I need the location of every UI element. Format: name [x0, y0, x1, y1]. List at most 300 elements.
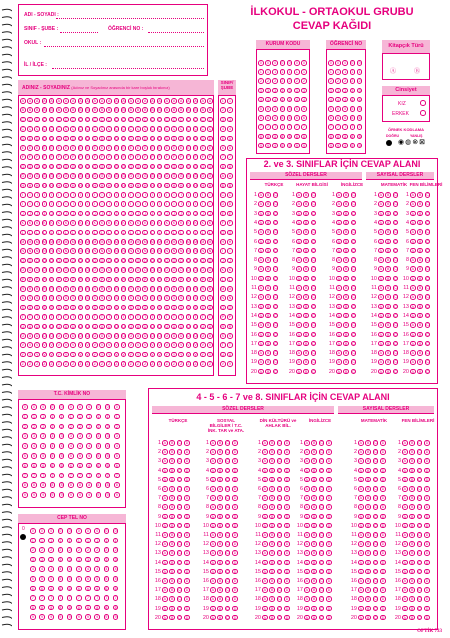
answer-bubble[interactable]: B [171, 514, 174, 519]
class-bubble[interactable]: P [221, 315, 224, 320]
name-letter-bubble[interactable]: Ğ [21, 174, 25, 179]
id-digit-bubble[interactable]: 2 [42, 424, 45, 429]
name-letter-bubble[interactable]: İ [63, 201, 69, 207]
name-letter-bubble[interactable]: V [100, 343, 104, 348]
answer-bubble[interactable]: B [267, 220, 270, 225]
answer-bubble[interactable]: A [379, 276, 382, 281]
answer-bubble[interactable]: B [271, 514, 274, 519]
answer-bubble[interactable]: C [320, 441, 323, 445]
answer-bubble[interactable]: C [278, 459, 281, 464]
id-digit-bubble[interactable]: 9 [88, 493, 91, 498]
name-letter-bubble[interactable]: I [178, 192, 184, 198]
name-letter-bubble[interactable]: Y [28, 352, 32, 357]
name-letter-bubble[interactable]: Ö [21, 268, 25, 273]
name-letter-bubble[interactable]: Ç [201, 127, 205, 132]
name-letter-bubble[interactable]: C [86, 117, 89, 122]
answer-bubble[interactable]: B [367, 514, 370, 519]
answer-bubble[interactable]: C [394, 220, 397, 225]
name-letter-bubble[interactable]: I [164, 192, 170, 198]
name-letter-bubble[interactable]: Y [86, 352, 89, 357]
answer-bubble[interactable]: C [352, 369, 355, 374]
name-letter-bubble[interactable]: K [86, 221, 89, 226]
name-letter-bubble[interactable]: Ü [115, 334, 118, 338]
name-letter-bubble[interactable]: S [180, 296, 183, 301]
name-letter-bubble[interactable]: C [21, 117, 25, 122]
phone-digit-bubble[interactable]: 1 [114, 538, 117, 543]
name-letter-bubble[interactable]: F [36, 155, 39, 160]
institution-digit-bubble[interactable]: 6 [281, 116, 284, 121]
answer-bubble[interactable]: D [327, 615, 331, 620]
name-letter-bubble[interactable]: Z [108, 362, 111, 367]
answer-bubble[interactable]: A [163, 468, 166, 473]
name-letter-bubble[interactable]: G [35, 164, 39, 169]
name-letter-bubble[interactable]: U [64, 324, 68, 329]
name-letter-bubble[interactable]: L [137, 230, 139, 235]
answer-bubble[interactable]: B [305, 360, 308, 365]
name-letter-bubble[interactable]: İ [114, 201, 120, 207]
answer-bubble[interactable]: B [313, 560, 316, 565]
name-letter-bubble[interactable]: S [122, 296, 125, 301]
name-letter-bubble[interactable]: N [172, 249, 176, 254]
answer-bubble[interactable]: B [171, 468, 174, 473]
name-letter-bubble[interactable]: C [143, 117, 147, 122]
name-letter-bubble[interactable]: J [108, 211, 111, 216]
answer-bubble[interactable]: C [352, 313, 355, 318]
answer-bubble[interactable]: B [367, 505, 370, 510]
class-bubble[interactable]: R [221, 324, 225, 329]
answer-bubble[interactable]: D [425, 533, 429, 537]
name-letter-bubble[interactable]: C [100, 117, 104, 122]
answer-bubble[interactable]: C [418, 560, 421, 565]
answer-bubble[interactable]: D [185, 459, 189, 464]
answer-bubble[interactable]: A [359, 523, 362, 528]
answer-bubble[interactable]: C [352, 230, 355, 235]
institution-digit-bubble[interactable]: 4 [288, 97, 291, 102]
phone-digit-bubble[interactable]: 0 [114, 529, 117, 533]
id-digit-bubble[interactable]: 8 [42, 483, 45, 488]
name-letter-bubble[interactable]: Ç [50, 127, 53, 132]
class-bubble[interactable]: I [227, 248, 233, 254]
answer-bubble[interactable]: B [419, 360, 422, 365]
name-letter-bubble[interactable]: G [71, 164, 75, 169]
answer-bubble[interactable]: C [352, 193, 355, 197]
answer-bubble[interactable]: C [352, 258, 355, 263]
answer-bubble[interactable]: A [411, 276, 414, 281]
name-letter-bubble[interactable]: S [201, 296, 204, 301]
answer-bubble[interactable]: B [171, 496, 174, 501]
name-letter-bubble[interactable]: Ç [143, 127, 147, 132]
answer-bubble[interactable]: A [211, 569, 214, 574]
answer-bubble[interactable]: D [425, 523, 429, 528]
institution-digit-bubble[interactable]: 3 [295, 88, 298, 93]
name-letter-bubble[interactable]: Y [151, 352, 154, 357]
name-letter-bubble[interactable]: Ö [79, 268, 82, 273]
answer-bubble[interactable]: A [163, 487, 166, 491]
name-letter-bubble[interactable]: C [107, 117, 111, 122]
answer-bubble[interactable]: B [305, 230, 308, 235]
answer-bubble[interactable]: A [259, 258, 262, 263]
name-letter-bubble[interactable]: Ö [172, 268, 176, 273]
answer-bubble[interactable]: A [337, 276, 340, 281]
answer-bubble[interactable]: B [219, 487, 222, 491]
answer-bubble[interactable]: A [359, 441, 362, 445]
name-letter-bubble[interactable]: Ç [35, 127, 39, 132]
name-letter-bubble[interactable]: N [143, 249, 147, 254]
name-letter-bubble[interactable]: J [86, 211, 89, 216]
answer-bubble[interactable]: A [403, 477, 406, 482]
name-letter-bubble[interactable]: Ğ [79, 174, 82, 179]
answer-bubble[interactable]: D [185, 450, 189, 455]
name-letter-bubble[interactable]: Y [122, 352, 125, 357]
name-letter-bubble[interactable]: Ç [179, 127, 183, 132]
answer-bubble[interactable]: B [171, 533, 174, 537]
answer-bubble[interactable]: B [271, 496, 274, 501]
name-letter-bubble[interactable]: L [144, 230, 147, 235]
name-letter-bubble[interactable]: G [187, 164, 190, 169]
answer-bubble[interactable]: D [185, 487, 189, 491]
answer-bubble[interactable]: C [178, 569, 181, 574]
answer-bubble[interactable]: D [327, 606, 331, 611]
answer-bubble[interactable]: C [374, 514, 377, 519]
name-letter-bubble[interactable]: O [136, 258, 140, 263]
answer-bubble[interactable]: A [359, 606, 362, 611]
class-bubble[interactable]: 5 [229, 136, 231, 141]
name-letter-bubble[interactable]: H [50, 183, 53, 188]
answer-bubble[interactable]: B [367, 459, 370, 464]
phone-digit-bubble[interactable]: 0 [59, 529, 62, 533]
answer-bubble[interactable]: D [327, 579, 331, 583]
name-letter-bubble[interactable]: B [172, 108, 176, 113]
name-letter-bubble[interactable]: N [122, 249, 125, 254]
answer-bubble[interactable]: A [305, 477, 308, 482]
name-letter-bubble[interactable]: Ö [100, 268, 104, 273]
phone-digit-bubble[interactable]: 5 [59, 577, 62, 581]
name-letter-bubble[interactable]: D [158, 136, 161, 141]
name-letter-bubble[interactable]: I [49, 192, 55, 198]
answer-bubble[interactable]: D [233, 441, 237, 445]
class-bubble[interactable]: 1 [221, 99, 224, 103]
name-letter-bubble[interactable]: E [93, 146, 96, 150]
name-letter-bubble[interactable]: T [64, 315, 68, 320]
name-letter-bubble[interactable]: Y [136, 352, 140, 357]
answer-bubble[interactable]: D [425, 588, 429, 593]
name-letter-bubble[interactable]: Y [100, 352, 104, 357]
answer-bubble[interactable]: B [419, 239, 422, 244]
answer-bubble[interactable]: C [426, 230, 429, 235]
answer-bubble[interactable]: C [320, 606, 323, 611]
answer-bubble[interactable]: A [379, 295, 382, 300]
name-letter-bubble[interactable]: H [115, 183, 118, 188]
phone-digit-bubble[interactable]: 6 [68, 586, 71, 591]
name-letter-bubble[interactable]: Z [201, 362, 204, 367]
name-letter-bubble[interactable]: Ç [165, 127, 169, 132]
answer-bubble[interactable]: B [267, 332, 270, 337]
answer-bubble[interactable]: B [411, 459, 414, 464]
name-letter-bubble[interactable]: E [208, 146, 212, 150]
name-letter-bubble[interactable]: Ç [158, 127, 161, 132]
answer-bubble[interactable]: A [259, 239, 262, 244]
name-letter-bubble[interactable]: C [71, 117, 75, 122]
name-letter-bubble[interactable]: H [179, 183, 183, 188]
institution-digit-bubble[interactable]: 3 [274, 88, 277, 93]
name-letter-bubble[interactable]: U [28, 324, 32, 329]
answer-bubble[interactable]: B [411, 588, 414, 593]
name-letter-bubble[interactable]: H [122, 183, 125, 188]
name-letter-bubble[interactable]: D [172, 136, 176, 141]
answer-bubble[interactable]: A [305, 597, 308, 602]
answer-bubble[interactable]: B [271, 615, 274, 620]
answer-bubble[interactable]: C [352, 341, 355, 346]
answer-bubble[interactable]: B [419, 211, 422, 216]
answer-bubble[interactable]: B [367, 450, 370, 455]
answer-bubble[interactable]: C [426, 323, 429, 328]
answer-bubble[interactable]: D [233, 597, 237, 602]
name-letter-bubble[interactable]: G [64, 164, 68, 169]
name-letter-bubble[interactable]: V [21, 343, 24, 348]
name-letter-bubble[interactable]: Ü [71, 334, 75, 338]
answer-bubble[interactable]: A [337, 351, 340, 356]
name-letter-bubble[interactable]: H [143, 183, 147, 188]
name-letter-bubble[interactable]: Ç [194, 127, 197, 132]
name-letter-bubble[interactable]: H [28, 183, 32, 188]
phone-digit-bubble[interactable]: 9 [50, 615, 53, 620]
answer-bubble[interactable]: B [387, 248, 390, 253]
name-letter-bubble[interactable]: V [122, 343, 125, 348]
name-letter-bubble[interactable]: V [93, 343, 96, 348]
name-letter-bubble[interactable]: E [72, 146, 75, 150]
class-bubble[interactable]: K [228, 268, 232, 273]
answer-bubble[interactable]: C [178, 514, 181, 519]
name-letter-bubble[interactable]: F [108, 155, 111, 160]
answer-bubble[interactable]: C [374, 569, 377, 574]
student-no-digit-bubble[interactable]: 3 [351, 88, 354, 93]
student-no-digit-bubble[interactable]: 2 [358, 79, 361, 84]
name-letter-bubble[interactable]: E [43, 146, 46, 150]
answer-bubble[interactable]: D [381, 533, 385, 537]
id-digit-bubble[interactable]: 8 [106, 483, 109, 488]
answer-bubble[interactable]: A [259, 323, 262, 328]
answer-bubble[interactable]: A [305, 523, 308, 528]
name-letter-bubble[interactable]: C [136, 117, 140, 122]
answer-bubble[interactable]: B [267, 193, 270, 197]
answer-bubble[interactable]: A [163, 579, 166, 583]
answer-bubble[interactable]: A [337, 369, 340, 374]
answer-bubble[interactable]: B [313, 505, 316, 510]
name-letter-bubble[interactable]: H [172, 183, 176, 188]
name-letter-bubble[interactable]: S [108, 296, 111, 301]
name-letter-bubble[interactable]: J [65, 211, 67, 216]
name-letter-bubble[interactable]: H [107, 183, 111, 188]
name-letter-bubble[interactable]: Ş [72, 305, 75, 310]
answer-bubble[interactable]: A [163, 441, 166, 445]
answer-bubble[interactable]: A [305, 533, 308, 537]
answer-bubble[interactable]: B [313, 468, 316, 473]
answer-bubble[interactable]: C [320, 487, 323, 491]
name-letter-bubble[interactable]: H [187, 183, 190, 188]
answer-bubble[interactable]: B [219, 615, 222, 620]
name-letter-bubble[interactable]: Y [129, 352, 132, 357]
answer-bubble[interactable]: C [426, 220, 429, 225]
name-letter-bubble[interactable]: Ü [122, 334, 125, 338]
answer-bubble[interactable]: A [263, 533, 266, 537]
id-digit-bubble[interactable]: 7 [60, 473, 63, 478]
answer-bubble[interactable]: B [387, 360, 390, 365]
class-bubble[interactable]: 4 [229, 127, 231, 132]
name-letter-bubble[interactable]: O [179, 258, 183, 263]
name-letter-bubble[interactable]: H [165, 183, 169, 188]
name-letter-bubble[interactable]: U [129, 324, 133, 329]
name-letter-bubble[interactable]: U [115, 324, 118, 329]
name-letter-bubble[interactable]: B [158, 108, 161, 113]
name-letter-bubble[interactable]: Ğ [28, 174, 32, 179]
answer-bubble[interactable]: C [426, 369, 429, 374]
name-letter-bubble[interactable]: D [71, 136, 75, 141]
answer-bubble[interactable]: C [418, 477, 421, 482]
answer-bubble[interactable]: C [226, 496, 229, 501]
institution-digit-bubble[interactable]: 5 [267, 107, 269, 111]
name-letter-bubble[interactable]: P [136, 277, 140, 282]
name-letter-bubble[interactable]: M [86, 240, 90, 244]
name-letter-bubble[interactable]: G [28, 164, 32, 169]
answer-bubble[interactable]: B [171, 560, 174, 565]
id-digit-bubble[interactable]: 8 [69, 483, 72, 488]
answer-bubble[interactable]: C [312, 230, 315, 235]
answer-bubble[interactable]: C [274, 258, 277, 263]
answer-bubble[interactable]: C [394, 258, 397, 263]
answer-bubble[interactable]: B [313, 569, 316, 574]
name-letter-bubble[interactable]: F [64, 155, 68, 160]
phone-digit-bubble[interactable]: 3 [105, 557, 108, 562]
answer-bubble[interactable]: C [426, 248, 429, 253]
answer-bubble[interactable]: B [267, 360, 270, 365]
name-letter-bubble[interactable]: L [36, 230, 39, 235]
id-digit-bubble[interactable]: 6 [42, 463, 45, 468]
answer-bubble[interactable]: B [411, 441, 414, 445]
name-letter-bubble[interactable]: F [100, 155, 104, 160]
name-letter-bubble[interactable]: S [115, 296, 118, 301]
answer-bubble[interactable]: A [379, 258, 382, 263]
id-digit-bubble[interactable]: 5 [88, 454, 91, 458]
answer-bubble[interactable]: B [345, 258, 348, 263]
name-letter-bubble[interactable]: M [194, 240, 198, 244]
name-letter-bubble[interactable]: L [122, 230, 125, 235]
class-bubble[interactable]: L [221, 277, 224, 282]
name-letter-bubble[interactable]: Ç [57, 127, 61, 132]
phone-digit-bubble[interactable]: 6 [87, 586, 89, 591]
answer-bubble[interactable]: B [387, 332, 390, 337]
class-bubble[interactable]: U [228, 352, 232, 357]
phone-digit-bubble[interactable]: 6 [114, 586, 117, 591]
institution-digit-bubble[interactable]: 5 [295, 107, 298, 111]
answer-bubble[interactable]: C [226, 487, 229, 491]
name-letter-bubble[interactable]: D [201, 136, 205, 141]
answer-bubble[interactable]: A [305, 560, 308, 565]
name-letter-bubble[interactable]: Ü [107, 334, 111, 338]
id-digit-bubble[interactable]: 7 [106, 473, 109, 478]
answer-bubble[interactable]: D [327, 551, 331, 556]
answer-bubble[interactable]: C [178, 551, 181, 556]
name-letter-bubble[interactable]: İ [78, 201, 84, 207]
answer-bubble[interactable]: C [312, 360, 315, 365]
name-letter-bubble[interactable]: T [165, 315, 168, 320]
answer-bubble[interactable]: B [411, 579, 414, 583]
answer-bubble[interactable]: A [263, 468, 266, 473]
name-letter-bubble[interactable]: T [21, 315, 24, 320]
answer-bubble[interactable]: C [394, 360, 397, 365]
id-digit-bubble[interactable]: 2 [60, 424, 63, 429]
answer-bubble[interactable]: C [226, 523, 229, 528]
answer-bubble[interactable]: C [178, 477, 181, 482]
name-letter-bubble[interactable]: N [115, 249, 118, 254]
name-letter-bubble[interactable]: D [64, 136, 68, 141]
answer-bubble[interactable]: D [233, 477, 237, 482]
answer-bubble[interactable]: C [426, 211, 429, 216]
answer-bubble[interactable]: A [297, 258, 300, 263]
answer-bubble[interactable]: B [367, 597, 370, 602]
name-letter-bubble[interactable]: O [201, 258, 205, 263]
id-digit-bubble[interactable]: 4 [115, 444, 118, 449]
answer-bubble[interactable]: C [312, 202, 315, 207]
name-letter-bubble[interactable]: D [35, 136, 39, 141]
name-letter-bubble[interactable]: H [158, 183, 161, 188]
name-letter-bubble[interactable]: Ğ [143, 174, 147, 179]
answer-bubble[interactable]: B [419, 351, 422, 356]
name-letter-bubble[interactable]: T [93, 315, 96, 320]
name-letter-bubble[interactable]: N [208, 249, 212, 254]
answer-bubble[interactable]: A [263, 450, 266, 455]
answer-bubble[interactable]: C [320, 569, 323, 574]
id-digit-bubble[interactable]: 6 [33, 463, 35, 468]
answer-bubble[interactable]: B [271, 551, 274, 556]
answer-bubble[interactable]: A [359, 542, 362, 547]
name-letter-bubble[interactable]: F [28, 155, 32, 160]
answer-bubble[interactable]: B [219, 468, 222, 473]
answer-bubble[interactable]: B [419, 341, 422, 346]
answer-bubble[interactable]: C [320, 505, 323, 510]
answer-bubble[interactable]: C [178, 533, 181, 537]
name-letter-bubble[interactable]: B [194, 108, 197, 113]
name-letter-bubble[interactable]: I [171, 192, 177, 198]
answer-bubble[interactable]: D [285, 569, 289, 574]
name-letter-bubble[interactable]: U [107, 324, 111, 329]
name-letter-bubble[interactable]: B [28, 108, 32, 113]
answer-bubble[interactable]: C [312, 267, 315, 272]
student-no-digit-bubble[interactable]: 3 [344, 88, 347, 93]
student-no-digit-bubble[interactable]: 9 [358, 143, 361, 148]
name-letter-bubble[interactable]: H [151, 183, 154, 188]
name-letter-bubble[interactable]: B [208, 108, 212, 113]
name-letter-bubble[interactable]: S [50, 296, 53, 301]
class-bubble[interactable]: C [221, 193, 225, 197]
name-letter-bubble[interactable]: H [71, 183, 75, 188]
class-bubble[interactable]: 6 [229, 146, 231, 150]
name-letter-bubble[interactable]: A [144, 99, 147, 103]
name-letter-bubble[interactable]: Z [28, 362, 32, 367]
id-digit-bubble[interactable]: 0 [69, 405, 72, 409]
answer-bubble[interactable]: B [271, 523, 274, 528]
name-letter-bubble[interactable]: E [36, 146, 39, 150]
name-letter-bubble[interactable]: İ [171, 201, 177, 207]
student-no-digit-bubble[interactable]: 4 [351, 97, 354, 102]
id-digit-bubble[interactable]: 4 [51, 444, 54, 449]
answer-bubble[interactable]: B [267, 341, 270, 346]
institution-digit-bubble[interactable]: 8 [259, 134, 262, 139]
answer-bubble[interactable]: C [320, 450, 323, 455]
answer-bubble[interactable]: A [337, 211, 340, 216]
name-letter-bubble[interactable]: Z [79, 362, 82, 367]
institution-digit-bubble[interactable]: 8 [295, 134, 298, 139]
answer-bubble[interactable]: C [320, 514, 323, 519]
